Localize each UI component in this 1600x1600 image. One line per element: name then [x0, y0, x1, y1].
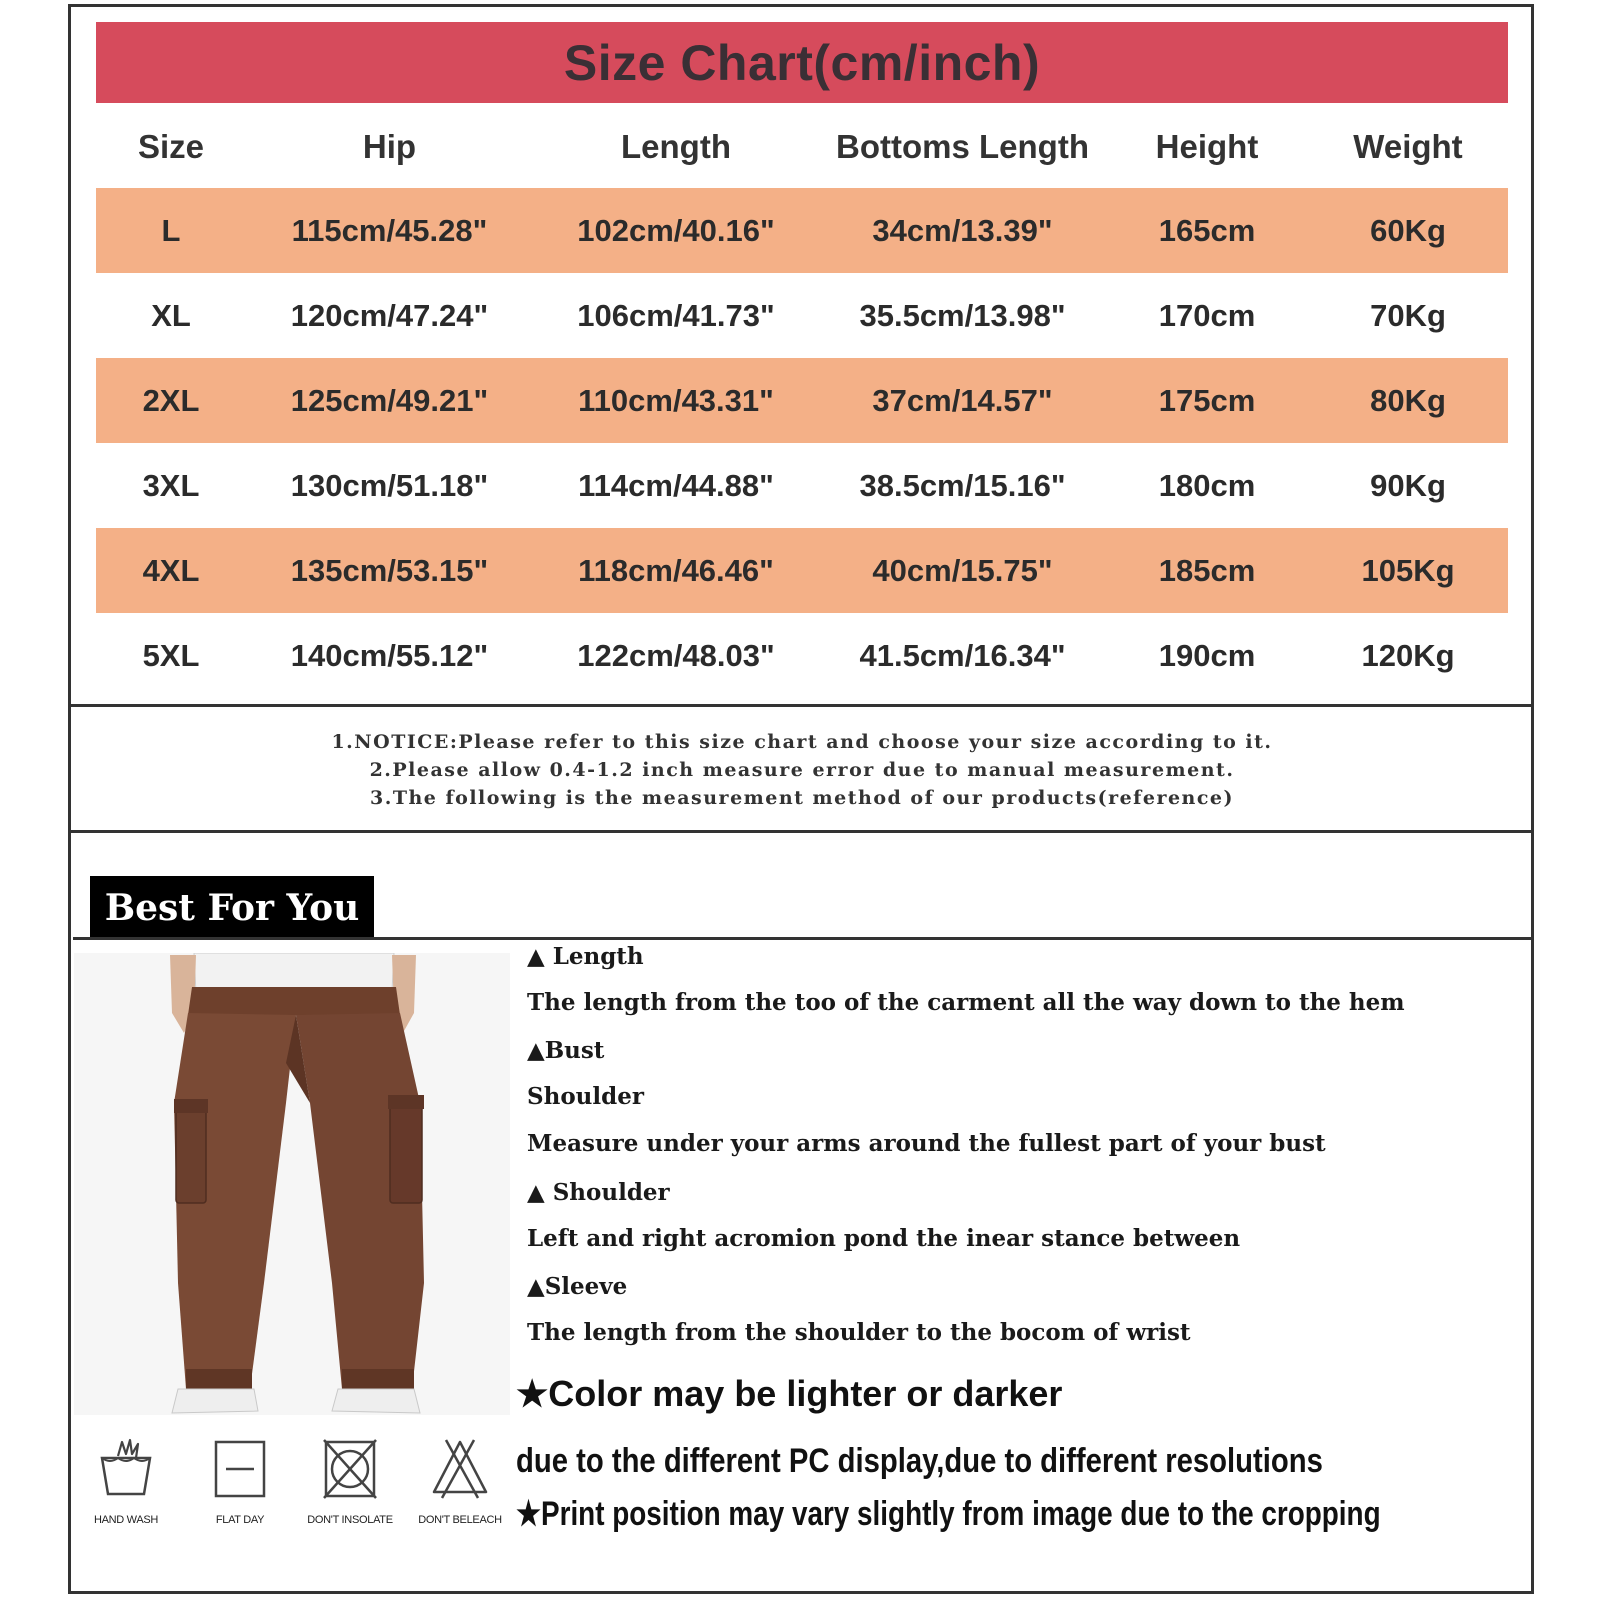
flat-dry-icon: [208, 1436, 272, 1500]
table-cell: 115cm/45.28": [291, 212, 488, 248]
care-label: HAND WASH: [93, 1514, 159, 1526]
table-cell: 102cm/40.16": [577, 212, 775, 248]
table-cell: 165cm: [1158, 212, 1256, 248]
notice-line: 2.Please allow 0.4-1.2 inch measure error due to manual measurement.: [369, 759, 1235, 781]
table-cell: 4XL: [142, 552, 200, 588]
care-label: DON'T INSOLATE: [307, 1514, 393, 1526]
table-cell: 105Kg: [1361, 552, 1455, 588]
table-cell: 40cm/15.75": [872, 552, 1053, 588]
table-row: [96, 188, 1508, 273]
table-cell: 5XL: [142, 637, 200, 673]
table-cell: 70Kg: [1370, 297, 1446, 333]
do-not-tumble-dry-icon: [318, 1436, 382, 1500]
guide-heading-sleeve: ▲Sleeve: [527, 1273, 628, 1300]
table-cell: XL: [151, 297, 191, 333]
table-row: [96, 443, 1508, 528]
table-row: [96, 613, 1508, 698]
title-bar: [96, 22, 1508, 103]
care-dont-bleach: [410, 1436, 510, 1526]
cargo-pants-illustration: [74, 953, 510, 1415]
guide-heading-length: ▲ Length: [527, 943, 644, 970]
table-cell: 35.5cm/13.98": [859, 297, 1066, 333]
guide-text-sleeve: The length from the shoulder to the bocom of wrist: [527, 1319, 1191, 1346]
care-label: FLAT DAY: [215, 1514, 265, 1526]
table-cell: 120cm/47.24": [290, 297, 489, 333]
table-cell: 170cm: [1158, 297, 1256, 333]
table-row: [96, 358, 1508, 443]
table-cell: 135cm/53.15": [290, 552, 489, 588]
do-not-bleach-icon: [428, 1436, 492, 1500]
table-row: [96, 528, 1508, 613]
care-hand-wash: [76, 1436, 176, 1526]
table-row: [96, 273, 1508, 358]
table-cell: 185cm: [1158, 552, 1256, 588]
table-cell: 180cm: [1158, 467, 1256, 503]
table-cell: 106cm/41.73": [577, 297, 775, 333]
header-cell: Weight: [1353, 127, 1463, 165]
header-cell: Height: [1155, 127, 1259, 165]
notice-line: 3.The following is the measurement method of our products(reference): [369, 787, 1234, 809]
guide-text-bust: Measure under your arms around the fullest part of your bust: [527, 1130, 1326, 1157]
table-cell: 125cm/49.21": [290, 382, 489, 418]
hand-wash-icon: [94, 1436, 158, 1500]
size-table: [96, 105, 1508, 698]
header-cell: Hip: [362, 127, 417, 165]
table-cell: 114cm/44.88": [578, 467, 774, 503]
table-cell: 34cm/13.39": [872, 212, 1053, 248]
display-note: due to the different PC display,due to different resolutions: [516, 1442, 1323, 1480]
divider: [68, 830, 1534, 833]
best-for-you-label: Best For You: [104, 887, 360, 929]
table-cell: 118cm/46.46": [578, 552, 774, 588]
guide-heading-shoulder: ▲ Shoulder: [527, 1179, 670, 1206]
product-photo: [74, 953, 510, 1415]
table-cell: 2XL: [142, 382, 200, 418]
print-note: ★Print position may vary slightly from image due to the cropping: [516, 1495, 1381, 1533]
header-cell: Size: [137, 127, 205, 165]
table-cell: 110cm/43.31": [578, 382, 774, 418]
guide-subheading-shoulder: Shoulder: [527, 1083, 644, 1110]
table-cell: 140cm/55.12": [290, 637, 489, 673]
table-cell: 37cm/14.57": [872, 382, 1053, 418]
table-cell: 60Kg: [1370, 212, 1446, 248]
notice-line: 1.NOTICE:Please refer to this size chart and choose your size according to it.: [331, 731, 1273, 753]
table-header-row: [96, 105, 1508, 188]
guide-heading-bust: ▲Bust: [527, 1037, 605, 1064]
notice-block: [96, 728, 1508, 812]
table-cell: 3XL: [142, 467, 200, 503]
divider: [68, 704, 1534, 707]
table-cell: 120Kg: [1361, 637, 1455, 673]
table-cell: 90Kg: [1370, 467, 1446, 503]
section-rule: [73, 937, 1531, 940]
table-cell: 175cm: [1158, 382, 1256, 418]
table-cell: L: [161, 212, 181, 248]
table-cell: 80Kg: [1370, 382, 1446, 418]
care-label: DON'T BELEACH: [418, 1514, 502, 1526]
guide-text-shoulder: Left and right acromion pond the inear stance between: [527, 1225, 1241, 1252]
care-dont-insolate: [300, 1436, 400, 1526]
table-cell: 38.5cm/15.16": [859, 467, 1066, 503]
table-cell: 41.5cm/16.34": [859, 637, 1066, 673]
header-cell: Bottoms Length: [836, 127, 1089, 165]
table-cell: 190cm: [1158, 637, 1256, 673]
page-title: Size Chart(cm/inch): [563, 34, 1041, 91]
best-for-you-tab: [90, 876, 374, 940]
header-cell: Length: [621, 127, 731, 165]
table-cell: 130cm/51.18": [290, 467, 489, 503]
care-flat-dry: [190, 1436, 290, 1526]
table-cell: 122cm/48.03": [577, 637, 775, 673]
color-note: ★Color may be lighter or darker: [516, 1373, 1063, 1414]
guide-text-length: The length from the too of the carment all the way down to the hem: [527, 989, 1405, 1016]
